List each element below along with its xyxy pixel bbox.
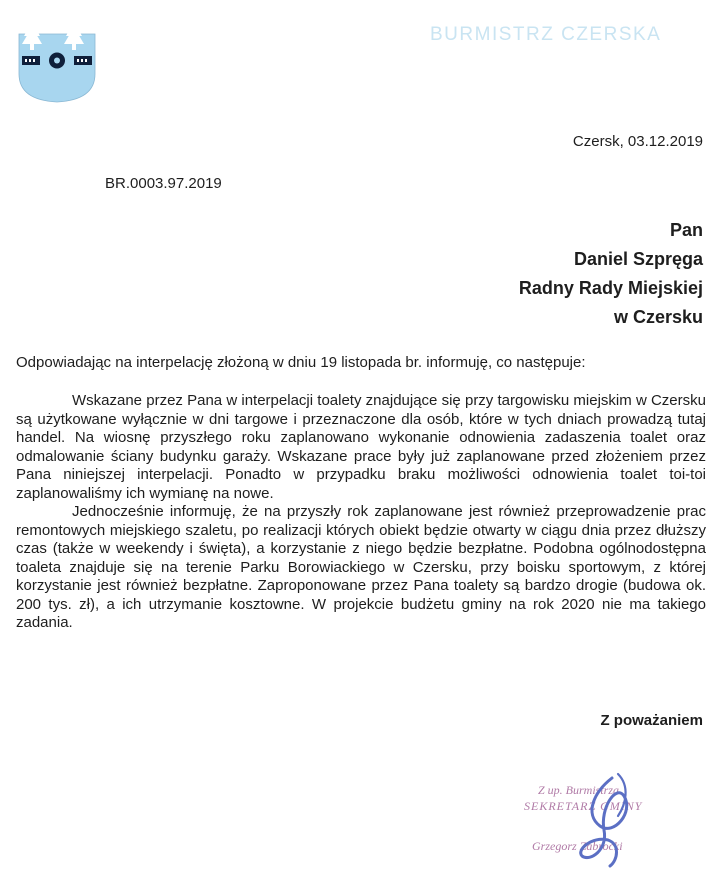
closing-salutation: Z poważaniem	[600, 712, 703, 729]
handwritten-signature	[560, 770, 650, 870]
stamp-line-2: SEKRETARZ GMINY	[524, 799, 643, 813]
stamp-line-3: Grzegorz Zabrocki	[532, 839, 623, 853]
reference-number: BR.0003.97.2019	[105, 175, 222, 192]
letter-date: Czersk, 03.12.2019	[572, 133, 703, 150]
stamp-line-1: Z up. Burmistrza	[538, 783, 620, 797]
addressee-location: w Czersku	[613, 307, 703, 327]
letterhead-title: BURMISTRZ CZERSKA	[430, 24, 662, 45]
addressee-salutation: Pan	[669, 220, 703, 240]
letter-body	[16, 392, 706, 633]
body-paragraph-1: Wskazane przez Pana w interpelacji toalety znajdujące się przy targowisku miejskim w Czersku są użytkowane wyłącznie w dni targowe i przeznaczone dla osób, które w tych dniach prowadzą tutaj handel. Na wiosnę przyszłego roku zaplanowano wykonanie odnowienia zadaszenia toalet oraz odmalowanie ściany budynku garaży. Wskazane prace były już zaplanowane przed złożeniem przez Pana niniejszej interpelacji. Ponadto w przypadku braku możliwości odnowienia toalet toi-toi zaplanowaliśmy ich wymianę na nowe.	[16, 392, 706, 502]
addressee-block	[519, 216, 703, 332]
intro-sentence: Odpowiadając na interpelację złożoną w dniu 19 listopada br. informuję, co następuje:	[16, 354, 586, 371]
municipal-crest-logo	[18, 20, 96, 104]
addressee-name: Daniel Szpręga	[573, 249, 703, 269]
addressee-title: Radny Rady Miejskiej	[518, 278, 703, 298]
body-paragraph-2: Jednocześnie informuję, że na przyszły rok zaplanowane jest również przeprowadzenie prac remontowych miejskiego szaletu, po realizacji których obiekt będzie otwarty w ciągu dnia przez dłuższy czas (także w weekendy i święta), a korzystanie z niego będzie bezpłatne. Podobna ogólnodostępna toaleta znajduje się na terenie Parku Borowiackiego w Czersku, przy boisku sportowym, z której korzystanie jest również bezpłatne. Zaproponowane przez Pana toalety są bardzo drogie (budowa ok. 200 tys. zł), a ich utrzymanie kosztowne. W projekcie budżetu gminy na rok 2020 nie ma takiego zadania.	[16, 503, 706, 631]
